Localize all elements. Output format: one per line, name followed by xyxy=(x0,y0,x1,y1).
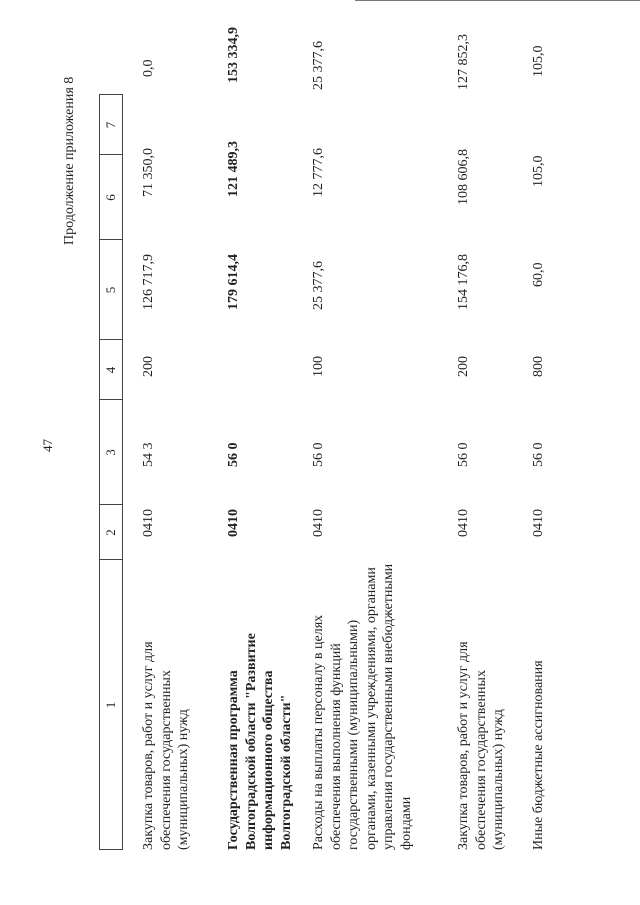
table-cell: 127 852,3 xyxy=(456,34,471,90)
table-cell: 60,0 xyxy=(531,262,546,287)
table-cell: 25 377,6 xyxy=(311,41,326,90)
table-row-name: Расходы на выплаты персоналу в целях обеспечения выполнения функций государственными (муниципальными) органами, казенными учреждениями, органами управления государственными внебюджетными фондами xyxy=(311,563,414,850)
header-col-1: 1 xyxy=(103,701,118,709)
table-cell: 126 717,9 xyxy=(141,254,156,310)
header-bottom-border xyxy=(122,95,123,850)
table-cell: 0,0 xyxy=(141,59,156,77)
table-cell: 54 3 xyxy=(141,442,156,467)
header-col-4: 4 xyxy=(103,366,118,374)
table-cell: 105,0 xyxy=(531,155,546,187)
header-col-3: 3 xyxy=(103,449,118,456)
table-cell: 12 777,6 xyxy=(311,148,326,197)
table-cell: 0410 xyxy=(531,509,546,537)
table-cell: 154 176,8 xyxy=(456,254,471,310)
table-cell: 56 0 xyxy=(226,442,241,467)
table-cell: 0410 xyxy=(226,509,241,537)
table-cell: 179 614,4 xyxy=(226,254,241,310)
table-cell: 100 xyxy=(311,356,326,377)
table-row-name: Государственная программа Волгоградской области "Развитие информационного общества Волгоградской области" xyxy=(226,633,294,850)
table-cell: 71 350,0 xyxy=(141,148,156,197)
caption: Продолжение приложения 8 xyxy=(62,76,77,245)
header-col-6: 6 xyxy=(103,194,118,201)
table-cell: 25 377,6 xyxy=(311,261,326,310)
table-cell: 0410 xyxy=(311,509,326,537)
table-row-name: Закупка товаров, работ и услуг для обеспечения государственных (муниципальных) нужд xyxy=(141,641,191,850)
table-cell: 121 489,3 xyxy=(226,141,241,197)
header-col-5: 5 xyxy=(103,286,118,294)
table-cell: 0410 xyxy=(141,509,156,537)
table-cell: 105,0 xyxy=(531,45,546,77)
table-cell: 153 334,9 xyxy=(226,27,241,83)
table-cell: 108 606,8 xyxy=(456,149,471,205)
table-cell: 200 xyxy=(141,356,156,377)
table-cell: 56 0 xyxy=(531,442,546,467)
table-cell: 800 xyxy=(531,356,546,377)
table-cell: 0410 xyxy=(456,509,471,537)
header-col-2: 2 xyxy=(103,529,118,536)
header-col-7: 7 xyxy=(103,121,118,129)
table-row-name: Закупка товаров, работ и услуг для обеспечения государственных (муниципальных) нужд xyxy=(456,641,506,850)
table-row-name: Иные бюджетные ассигнования xyxy=(531,660,546,850)
table-cell: 200 xyxy=(456,356,471,377)
table-cell: 56 0 xyxy=(456,442,471,467)
page-number: 47 xyxy=(40,439,55,452)
table-cell: 56 0 xyxy=(311,442,326,467)
